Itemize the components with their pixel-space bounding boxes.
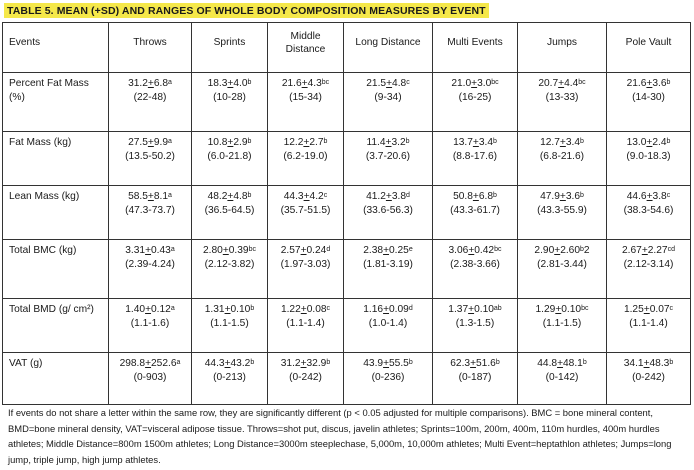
table-row [3,73,691,132]
mean-value: 1.31 [204,304,225,315]
mean-value: 3.06 [448,245,469,256]
row-label: Lean Mass (kg) [3,186,109,240]
mean-value: 44.3 [204,358,225,369]
sd-value: 2.4 [652,137,667,148]
mean-value: 298.8 [119,358,146,369]
range-value: (43.3-55.9) [537,205,587,216]
sd-value: 3.8 [391,191,407,202]
table-cell: 43.9+55.5$^b$ (0-236) [344,353,433,405]
sd-value: 0.43 [151,245,171,256]
mean-value: 44.3 [283,191,304,202]
significance-letter: d [406,192,410,199]
sd-value: 3.6 [652,78,667,89]
range-value: (8.8-17.6) [452,151,498,162]
range-value: (3.7-20.6) [365,151,411,162]
sd-value: 4.0 [233,78,248,89]
header-multi-events: Multi Events [433,23,518,73]
range-value: (0-187) [458,372,492,383]
sd-value: 252.6 [151,358,177,369]
table-row [3,186,691,240]
table-cell: 2.67+2.27$^{cd}$ (2.12-3.14) [607,240,691,299]
sd-value: 4.3 [307,78,322,89]
table-cell: 2.57+0.24$^d$ (1.97-3.03) [268,240,344,299]
sd-value: 0.39 [228,245,249,256]
significance-letter: b [580,246,584,253]
header-middle-distance: Middle Distance [268,23,344,73]
sd-value: 2.27 [647,245,668,256]
significance-letter: a [170,305,175,312]
range-value: (9-34) [374,92,402,103]
range-value: (36.5-64.5) [204,205,255,216]
significance-letter: b [247,192,252,199]
mean-value: 21.0 [451,78,472,89]
mean-value: 43.9 [363,358,384,369]
sd-value: 32.9 [306,358,327,369]
sd-value: 0.10 [561,304,582,315]
mean-value: 1.37 [448,304,469,315]
table-cell: 47.9+3.6$^b$ (43.3-55.9) [518,186,607,240]
range-value: (0-142) [545,372,579,383]
sd-value: 51.6 [476,358,496,369]
table-cell: 21.6+4.3$^{bc}$ (15-34) [268,73,344,132]
table-cell: 10.8+2.9$^b$ (6.0-21.8) [192,132,268,186]
mean-value: 44.8 [537,358,558,369]
range-value: (1.1-1.6) [130,318,170,329]
significance-letter: bc [578,79,586,86]
mean-value: 44.6 [626,191,647,202]
range-value: (1.81-3.19) [363,259,413,270]
mean-value: 2.80 [202,245,223,256]
range-value: (0-213) [213,372,246,383]
table-cell: 1.40+0.12$^a$ (1.1-1.6) [109,299,192,353]
sd-value: 4.8 [233,191,248,202]
range-value: (33.6-56.3) [363,205,413,216]
mean-value: 1.29 [535,304,556,315]
significance-letter: a [170,246,175,253]
mean-value: 3.31 [125,245,146,256]
range-value: (10-28) [213,92,246,103]
row-label: Total BMC (kg) [3,240,109,299]
sd-value: 2.7 [309,137,324,148]
table-cell: 34.1+48.3$^b$ (0-242) [607,353,691,405]
mean-value: 1.16 [363,304,384,315]
significance-letter: d [326,246,331,253]
significance-letter: b [250,305,255,312]
range-value: (0-242) [632,372,665,383]
table-cell: 1.22+0.08$^c$ (1.1-1.4) [268,299,344,353]
sd-value: 0.08 [306,304,327,315]
table-cell: 3.31+0.43$^a$ (2.39-4.24) [109,240,192,299]
mean-value: 41.2 [366,191,386,202]
range-value: (47.3-73.7) [125,205,175,216]
table-cell: 48.2+4.8$^b$ (36.5-64.5) [192,186,268,240]
table-cell: 44.3+43.2$^b$ (0-213) [192,353,268,405]
table-row [3,132,691,186]
significance-letter: b [493,138,497,145]
table-cell: 44.3+4.2$^c$ (35.7-51.5) [268,186,344,240]
table-cell: 3.06+0.42$^{bc}$ (2.38-3.66) [433,240,518,299]
range-value: (1.3-1.5) [455,318,495,329]
mean-value: 2.38 [363,245,384,256]
sd-value: 0.25 [389,245,409,256]
row-label: Fat Mass (kg) [3,132,109,186]
significance-letter: b [666,79,671,86]
table-cell: 31.2+6.8$^a$ (22-48) [109,73,192,132]
range-value: (13-33) [545,92,579,103]
table-title-text: TABLE 5. MEAN (+SD) AND RANGES OF WHOLE BODY COMPOSITION MEASURES BY EVENT [7,4,486,17]
significance-letter: a [176,359,181,366]
row-label: VAT (g) [3,353,109,405]
range-value: (2.12-3.82) [204,259,255,270]
range-value: (0-903) [133,372,167,383]
significance-letter: a [168,138,172,145]
mean-value: 48.2 [207,191,228,202]
table-cell: 44.8+48.1$^b$ (0-142) [518,353,607,405]
significance-letter: b [247,138,252,145]
mean-value: 62.3 [450,358,471,369]
header-jumps: Jumps [518,23,607,73]
sd-value: 3.6 [565,191,581,202]
significance-letter: b [323,138,328,145]
sd-value: 0.10 [474,304,494,315]
significance-letter: b [405,138,410,145]
range-value: (43.3-61.7) [450,205,500,216]
mean-value: 18.3 [207,78,228,89]
mean-value: 31.2 [280,358,301,369]
table-cell: 62.3+51.6$^b$ (0-187) [433,353,518,405]
sd-value: 55.5 [389,358,409,369]
mean-value: 47.9 [540,191,560,202]
header-row [3,23,691,73]
table-cell: 298.8+252.6$^a$ (0-903) [109,353,192,405]
sd-value: 3.2 [391,137,406,148]
range-value: (1.1-1.5) [210,318,249,329]
significance-letter: bc [581,305,589,312]
table-cell: 31.2+32.9$^b$ (0-242) [268,353,344,405]
sd-value: 3.8 [652,191,667,202]
mean-value: 1.22 [280,304,301,315]
range-value: (2.81-3.44) [537,259,587,270]
mean-value: 50.8 [453,191,473,202]
sd-value: 4.8 [392,78,407,89]
significance-letter: c [669,305,674,312]
table-cell: 20.7+4.4$^{bc}$ (13-33) [518,73,607,132]
table-cell: 2.80+0.39$^{bc}$ (2.12-3.82) [192,240,268,299]
significance-letter: ab [493,305,502,312]
sd-value: 8.1 [153,191,169,202]
mean-value: 34.1 [623,358,644,369]
range-value: (16-25) [458,92,492,103]
table-cell: 12.2+2.7$^b$ (6.2-19.0) [268,132,344,186]
table-row [3,240,691,299]
table-cell: 41.2+3.8$^d$ (33.6-56.3) [344,186,433,240]
range-value: (1.0-1.4) [368,318,408,329]
header-long-distance: Long Distance [344,23,433,73]
row-label: Total BMD (g/ cm²) [3,299,109,353]
table-title [4,3,489,18]
row-label: Percent Fat Mass (%) [3,73,109,132]
range-value: (2.38-3.66) [450,259,500,270]
mean-value: 13.7 [453,137,473,148]
range-value: (6.0-21.8) [207,151,252,162]
table-cell: 21.6+3.6$^b$ (14-30) [607,73,691,132]
significance-letter: bc [491,79,499,86]
mean-value: 21.6 [281,78,302,89]
range-value: (9.0-18.3) [626,151,671,162]
mean-value: 21.6 [626,78,647,89]
sd-value: 0.42 [474,245,495,256]
significance-letter: bc [494,246,502,253]
significance-letter: b [495,359,500,366]
significance-letter: b [666,138,671,145]
significance-letter: b [669,359,674,366]
significance-letter: c [326,305,331,312]
significance-letter: d [408,305,413,312]
sd-value: 4.4 [564,78,579,89]
mean-value: 58.5 [128,191,148,202]
significance-letter: e [408,246,413,253]
mean-value: 2.57 [280,245,301,256]
sd-value: 3.0 [477,78,492,89]
significance-letter: b [408,359,413,366]
table-cell: 1.16+0.09$^d$ (1.0-1.4) [344,299,433,353]
sd-value: 9.9 [153,137,169,148]
table-row [3,353,691,405]
sd-value: 48.1 [563,358,583,369]
table-cell: 13.7+3.4$^b$ (8.8-17.6) [433,132,518,186]
mean-value: 10.8 [207,137,228,148]
header-throws: Throws [109,23,192,73]
table-cell: 1.25+0.07$^c$ (1.1-1.4) [607,299,691,353]
range-value: (2.39-4.24) [125,259,175,270]
sd-value: 0.24 [306,245,327,256]
significance-letter: b [247,79,252,86]
header-pole-vault: Pole Vault [607,23,691,73]
body-composition-table [2,22,691,405]
table-cell: 1.29+0.10$^{bc}$ (1.1-1.5) [518,299,607,353]
table-footnote: If events do not share a letter within the same row, they are significantly different (p < 0.05 adjusted for multiple comparisons). BMC = bone mineral content, BMD=bone mineral density, VAT=visceral adipose tissue. Throws=shot put, discus, javelin athletes; Sprints=100m, 200m, 400m, 110m hurdles, 400m hurdles athletes; Middle Distance=800m 1500m athletes; Long Distance=3000m steeplechase, 5,000m, 10,000m athletes; Multi Event=heptathlon athletes; Jumps=long jump, triple jump, high jump athletes. [8,407,672,465]
table-cell: 21.5+4.8$^c$ (9-34) [344,73,433,132]
sd-value: 2.60 [560,245,581,256]
range-value: (14-30) [632,92,665,103]
significance-letter: bc [321,79,330,86]
mean-value: 13.0 [626,137,647,148]
table-row [3,299,691,353]
mean-value: 2.67 [621,245,642,256]
range-value: (22-48) [133,92,167,103]
mean-value: 1.25 [623,304,644,315]
mean-value: 31.2 [128,78,148,89]
mean-value: 11.4 [366,137,386,148]
table-cell: 27.5+9.9$^a$ (13.5-50.2) [109,132,192,186]
significance-letter: a [168,79,172,86]
header-sprints: Sprints [192,23,268,73]
significance-letter: a [168,192,172,199]
mean-value: 20.7 [538,78,559,89]
significance-letter: b [582,359,587,366]
table-cell: 21.0+3.0$^{bc}$ (16-25) [433,73,518,132]
mean-value: 12.2 [283,137,304,148]
significance-letter: b [493,192,497,199]
range-value: (0-242) [289,372,322,383]
table-cell: 11.4+3.2$^b$ (3.7-20.6) [344,132,433,186]
table-cell: 2.38+0.25$^e$ (1.81-3.19) [344,240,433,299]
sd-value: 0.09 [389,304,409,315]
significance-letter: bc [248,246,256,253]
sd-value: 0.12 [151,304,171,315]
sd-value: 3.4 [478,137,494,148]
mean-value: 21.5 [366,78,387,89]
table-cell: 44.6+3.8$^c$ (38.3-54.6) [607,186,691,240]
sd-value: 48.3 [649,358,670,369]
sd-value: 43.2 [230,358,251,369]
table-cell: 12.7+3.4$^b$ (6.8-21.6) [518,132,607,186]
range-value: (1.1-1.4) [629,318,668,329]
mean-value: 12.7 [540,137,560,148]
range-value: (1.97-3.03) [280,259,331,270]
range-value: (38.3-54.6) [623,205,674,216]
significance-letter: b [580,192,584,199]
header-events: Events [3,23,109,73]
range-value: (2.12-3.14) [623,259,674,270]
significance-letter: b [250,359,255,366]
significance-letter: c [323,192,328,199]
sd-value: 6.8 [478,191,494,202]
table-cell: 13.0+2.4$^b$ (9.0-18.3) [607,132,691,186]
table-cell: 18.3+4.0$^b$ (10-28) [192,73,268,132]
range-value: (1.1-1.4) [286,318,325,329]
mean-value: 27.5 [128,137,148,148]
range-value: (13.5-50.2) [125,151,175,162]
significance-letter: b [326,359,331,366]
significance-letter: c [666,192,671,199]
significance-letter: b [580,138,584,145]
sd-value: 0.10 [230,304,251,315]
range-value: (6.2-19.0) [283,151,328,162]
range-value: (15-34) [289,92,322,103]
sd-value: 4.2 [309,191,324,202]
table-cell: 58.5+8.1$^a$ (47.3-73.7) [109,186,192,240]
range-value: (0-236) [371,372,405,383]
table-cell: 50.8+6.8$^b$ (43.3-61.7) [433,186,518,240]
mean-value: 2.90 [534,245,555,256]
sd-value: 3.4 [565,137,581,148]
range-value: (35.7-51.5) [280,205,331,216]
table-cell: 1.37+0.10$^{ab}$ (1.3-1.5) [433,299,518,353]
table-cell: 2.90+2.60$^b$2 (2.81-3.44) [518,240,607,299]
sd-value: 0.07 [649,304,670,315]
sd-value: 6.8 [153,78,169,89]
range-value: (6.8-21.6) [539,151,585,162]
table-cell: 1.31+0.10$^b$ (1.1-1.5) [192,299,268,353]
significance-letter: c [406,79,410,86]
sd-value: 2.9 [233,137,248,148]
mean-value: 1.40 [125,304,146,315]
significance-letter: cd [667,246,675,253]
range-value: (1.1-1.5) [542,318,582,329]
